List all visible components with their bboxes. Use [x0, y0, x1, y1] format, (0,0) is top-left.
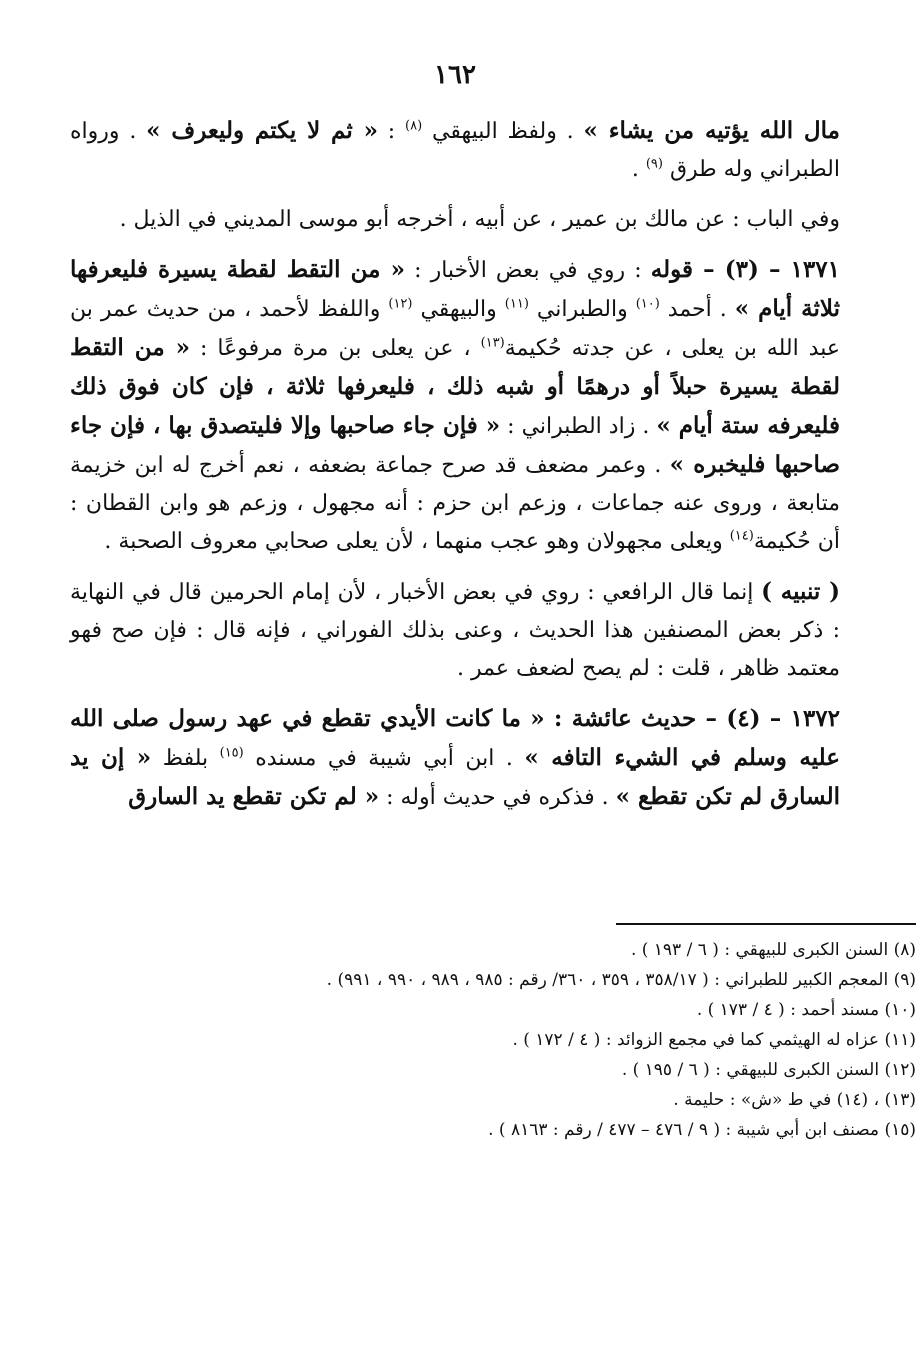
body-text: ويعلى مجهولان وهو عجب منهما ، لأن يعلى صحابي معروف الصحبة . — [104, 529, 730, 554]
paragraph-2: وفي الباب : عن مالك بن عمير ، عن أبيه ، أخرجه أبو موسى المديني في الذيل . — [119, 207, 840, 232]
body-text: بلفظ — [151, 746, 220, 771]
footnote-ref: (١١) — [504, 296, 529, 312]
footnote-ref: (٩) — [645, 156, 663, 172]
body-text: ، عن يعلى بن مرة مرفوعًا : — [190, 336, 481, 361]
footnote-divider — [616, 923, 916, 925]
footnote-ref: (١٤) — [729, 528, 754, 544]
footnote-item: (١٠) مسند أحمد : ( ٤ / ١٧٣ ) . — [696, 1000, 916, 1020]
body-text: . أحمد — [659, 297, 735, 322]
body-text: إنما قال الرافعي : روي في بعض الأخبار ، لأن إمام الحرمين قال في النهاية : ذكر بعض المصنفين هذا الحديث ، وعنى بذلك الفوراني ، فإنه قال : فإن صح فهو معتمد ظاهر ، قلت : لم يصح لضعف عمر . — [70, 580, 840, 681]
note-heading: ( تنبيه ) — [761, 578, 840, 605]
hadith-heading: ١٣٧٢ – (٤) – حديث عائشة : « ما كانت الأيدي تقطع في عهد رسول صلى الله عليه وسلم في الشيء التافه » — [70, 705, 841, 771]
body-text: . ابن أبي شيبة في مسنده — [243, 746, 525, 771]
body-text: . ولفظ البيهقي — [422, 119, 584, 144]
bold-text: « إن يد السارق لم تكن تقطع » — [70, 744, 840, 810]
paragraph-3 — [70, 251, 840, 561]
footnote-item: (١٣) ، (١٤) في ط «ش» : حليمة . — [673, 1090, 916, 1110]
body-text: والبيهقي — [412, 297, 505, 322]
paragraph-4 — [70, 573, 840, 688]
body-text: . فذكره في حديث أوله : — [379, 785, 616, 810]
footnote-item: (٨) السنن الكبرى للبيهقي : ( ٦ / ١٩٣ ) . — [630, 940, 916, 960]
body-text: . وعمر مضعف قد صرح جماعة بضعفه ، نعم أخرج له ابن خزيمة متابعة ، وروى عنه جماعات ، وزعم ابن حزم : أنه مجهول ، وزعم هو وابن القطان : أن حُكيمة — [70, 453, 840, 554]
hadith-heading: ١٣٧١ – (٣) – قوله — [650, 256, 840, 283]
page-body — [70, 60, 840, 817]
bold-text: « لم تكن تقطع يد السارق — [128, 783, 380, 810]
paragraph-1 — [70, 112, 840, 189]
footnote-ref: (١٢) — [388, 296, 413, 312]
body-text: . ورواه الطبراني وله طرق — [70, 119, 840, 182]
body-text: : — [377, 119, 406, 144]
bold-text: « من التقط لقطة يسيرة حبلاً أو درهمًا أو شبه ذلك ، فليعرفها ثلاثة ، فإن كان فوق ذلك فليعرفه ستة أيام » — [70, 334, 841, 439]
body-text: . زاد الطبراني : — [500, 414, 657, 439]
body-text: والطبراني — [528, 297, 636, 322]
bold-text: « من التقط لقطة يسيرة فليعرفها ثلاثة أيام » — [70, 256, 840, 322]
footnote-item: (٩) المعجم الكبير للطبراني : ( ٣٥٨/١٧ ، ٣٥٩ ، ٣٦٠/ رقم : ٩٨٥ ، ٩٨٩ ، ٩٩٠ ، ٩٩١) . — [326, 970, 916, 990]
footnote-ref: (١٣) — [480, 335, 505, 351]
paragraph-5 — [70, 700, 840, 817]
footnote-ref: (٨) — [405, 118, 423, 134]
footnote-ref: (١٥) — [219, 745, 244, 761]
bold-text: « ثم لا يكتم وليعرف » — [146, 117, 378, 144]
bold-text: « فإن جاء صاحبها وإلا فليتصدق بها ، فإن جاء صاحبها فليخبره » — [70, 412, 840, 478]
body-text: واللفظ لأحمد ، من حديث عمر بن عبد الله بن يعلى ، عن جدته حُكيمة — [70, 297, 840, 361]
footnote-item: (١٢) السنن الكبرى للبيهقي : ( ٦ / ١٩٥ ) . — [621, 1060, 916, 1080]
footnote-item: (١٥) مصنف ابن أبي شيبة : ( ٩ / ٤٧٦ – ٤٧٧ / رقم : ٨١٦٣ ) . — [488, 1120, 916, 1140]
body-text: : روي في بعض الأخبار : — [404, 258, 651, 283]
page-number: ١٦٢ — [434, 60, 476, 90]
body-text: . — [631, 157, 646, 182]
footnotes-section — [146, 935, 916, 1145]
footnote-item: (١١) عزاه له الهيثمي كما في مجمع الزوائد : ( ٤ / ١٧٢ ) . — [512, 1030, 916, 1050]
bold-text: مال الله يؤتيه من يشاء » — [583, 117, 840, 144]
footnote-ref: (١٠) — [635, 296, 660, 312]
